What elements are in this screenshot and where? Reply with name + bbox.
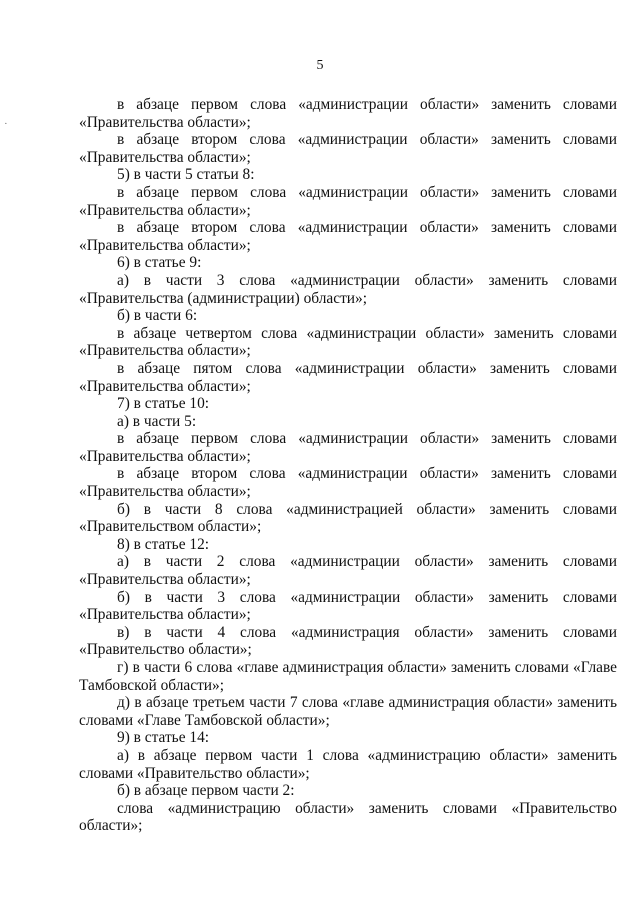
paragraph: в абзаце первом слова «администрации области» заменить словами «Правительства области»; [79,430,617,465]
paragraph: а) в части 2 слова «администрации области» заменить словами «Правительства области»; [79,553,617,589]
paragraph: б) в части 3 слова «администрации области» заменить словами «Правительства области»; [79,588,617,624]
paragraph: в) в части 4 слова «администрация области» заменить словами «Правительство области»; [79,623,617,659]
paragraph: 7) в статье 10: [117,395,210,413]
paragraph: а) в части 5: [117,412,197,430]
paragraph: в абзаце четвертом слова «администрации области» заменить словами «Правительства области»; [79,324,617,360]
paragraph: в абзаце втором слова «администрации области» заменить словами «Правительства области»; [79,465,617,501]
paragraph: 8) в статье 12: [117,535,210,553]
paragraph: в абзаце втором слова «администрации области» заменить словами «Правительства области»; [79,131,617,166]
paragraph: 6) в статье 9: [117,254,202,272]
document-body [79,96,617,835]
margin-mark: · [4,118,8,130]
paragraph: а) в абзаце первом части 1 слова «администрацию области» заменить словами «Правительство области»; [79,746,617,782]
paragraph: 9) в статье 14: [117,729,210,747]
paragraph: слова «администрацию области» заменить словами «Правительство области»; [79,799,617,835]
paragraph: д) в абзаце третьем части 7 слова «главе администрация области» заменить словами «Главе Тамбовской области»; [79,694,617,729]
paragraph: 5) в части 5 статьи 8: [117,166,255,184]
page-number: 5 [316,58,324,73]
paragraph: г) в части 6 слова «главе администрация области» заменить словами «Главе Тамбовской области»; [79,659,617,694]
paragraph: б) в части 6: [117,307,198,325]
paragraph: в абзаце первом слова «администрации области» заменить словами «Правительства области»; [79,96,617,131]
paragraph: б) в части 8 слова «администрацией области» заменить словами «Правительством области»; [79,500,617,536]
paragraph: в абзаце пятом слова «администрации области» заменить словами «Правительства области»; [79,359,617,395]
paragraph: а) в части 3 слова «администрации области» заменить словами «Правительства (администрации) области»; [79,271,617,307]
paragraph: б) в абзаце первом части 2: [117,782,295,800]
paragraph: в абзаце втором слова «администрации области» заменить словами «Правительства области»; [79,219,617,254]
paragraph: в абзаце первом слова «администрации области» заменить словами «Правительства области»; [79,183,617,219]
